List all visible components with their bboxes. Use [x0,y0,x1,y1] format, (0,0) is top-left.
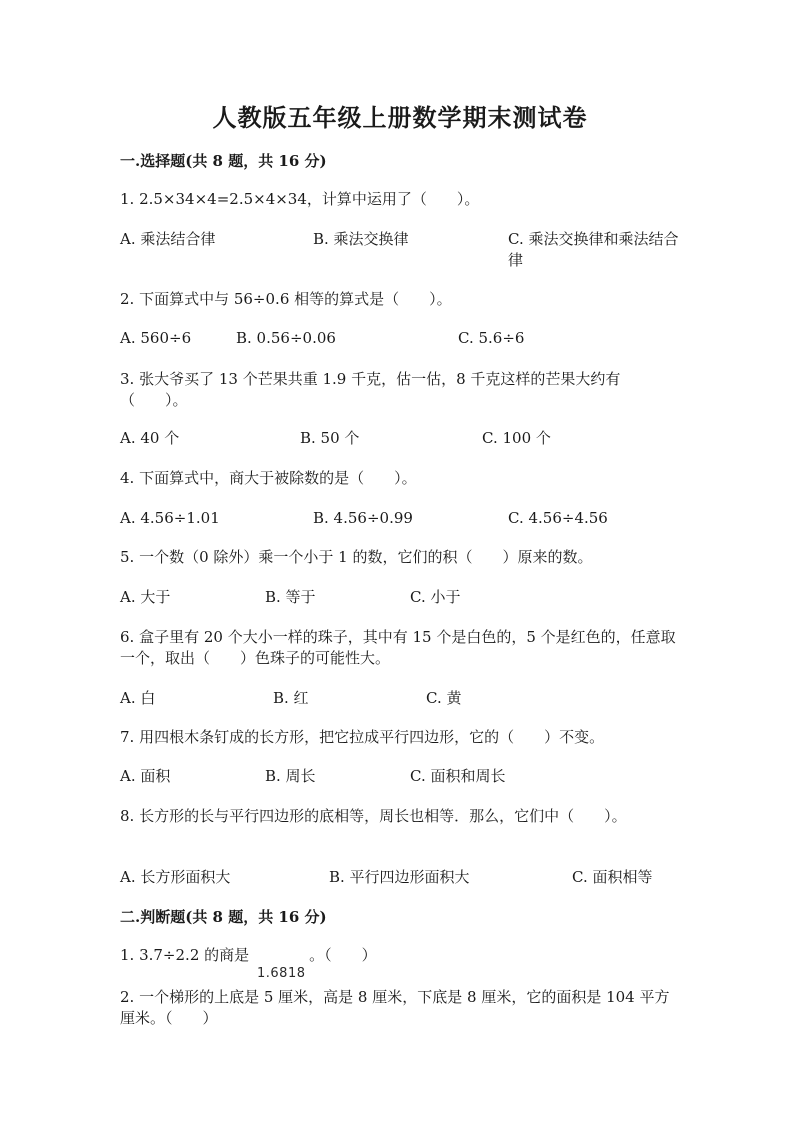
options-5 [120,587,680,609]
option-b: B. 红 [273,689,309,707]
option-b: B. 乘法交换律 [313,230,409,248]
option-a: A. 乘法结合律 [120,230,216,248]
option-b: B. 0.56÷0.06 [236,329,336,347]
options-4 [120,508,680,530]
question-3: 3. 张大爷买了 13 个芒果共重 1.9 千克，估一估，8 千克这样的芒果大约有（ ）。 [120,370,621,409]
option-b: B. 等于 [265,588,316,606]
section-heading-choice: 一.选择题(共 8 题，共 16 分) [120,152,327,170]
question-8: 8. 长方形的长与平行四边形的底相等，周长也相等．那么，它们中（ ）。 [120,807,627,825]
options-6 [120,688,680,710]
option-a: A. 大于 [120,588,171,606]
option-c: C. 面积和周长 [410,767,506,785]
options-7 [120,766,680,788]
options-3 [120,428,680,450]
judgment-question-1: 1. 3.7÷2.2 的商是 。（ ） [120,946,377,964]
question-2: 2. 下面算式中与 56÷0.6 相等的算式是（ ）。 [120,290,452,308]
options-2 [120,328,680,350]
option-a: A. 4.56÷1.01 [120,509,220,527]
option-c: C. 乘法交换律和乘法结合律 [508,230,679,269]
option-c: C. 小于 [410,588,461,606]
option-a: A. 面积 [120,767,171,785]
page-title: 人教版五年级上册数学期末测试卷 [212,103,588,132]
question-4: 4. 下面算式中，商大于被除数的是（ ）。 [120,469,417,487]
option-c: C. 5.6÷6 [458,329,525,347]
option-c: C. 4.56÷4.56 [508,509,608,527]
option-b: B. 平行四边形面积大 [329,868,470,886]
section-heading-judgment: 二.判断题(共 8 题，共 16 分) [120,908,327,926]
option-b: B. 周长 [265,767,316,785]
judgment-question-2: 2. 一个梯形的上底是 5 厘米，高是 8 厘米，下底是 8 厘米，它的面积是 104 平方厘米。（ ） [120,988,670,1027]
option-c: C. 面积相等 [572,868,653,886]
question-6: 6. 盒子里有 20 个大小一样的珠子，其中有 15 个是白色的，5 个是红色的，任意取一个，取出（ ）色珠子的可能性大。 [120,628,676,667]
option-c: C. 黄 [426,689,462,707]
question-7: 7. 用四根木条钉成的长方形，把它拉成平行四边形，它的（ ）不变。 [120,728,605,746]
option-a: A. 白 [120,689,156,707]
option-a: A. 40 个 [120,429,180,447]
options-8 [120,867,680,889]
handwritten-answer: 1.6818 [257,966,306,981]
option-a: A. 长方形面积大 [120,868,231,886]
question-5: 5. 一个数（0 除外）乘一个小于 1 的数，它们的积（ ）原来的数。 [120,548,593,566]
option-c: C. 100 个 [482,429,551,447]
option-a: A. 560÷6 [120,329,192,347]
question-1: 1. 2.5×34×4=2.5×4×34，计算中运用了（ ）。 [120,190,480,208]
option-b: B. 50 个 [300,429,360,447]
options-1 [120,229,680,269]
option-b: B. 4.56÷0.99 [313,509,413,527]
